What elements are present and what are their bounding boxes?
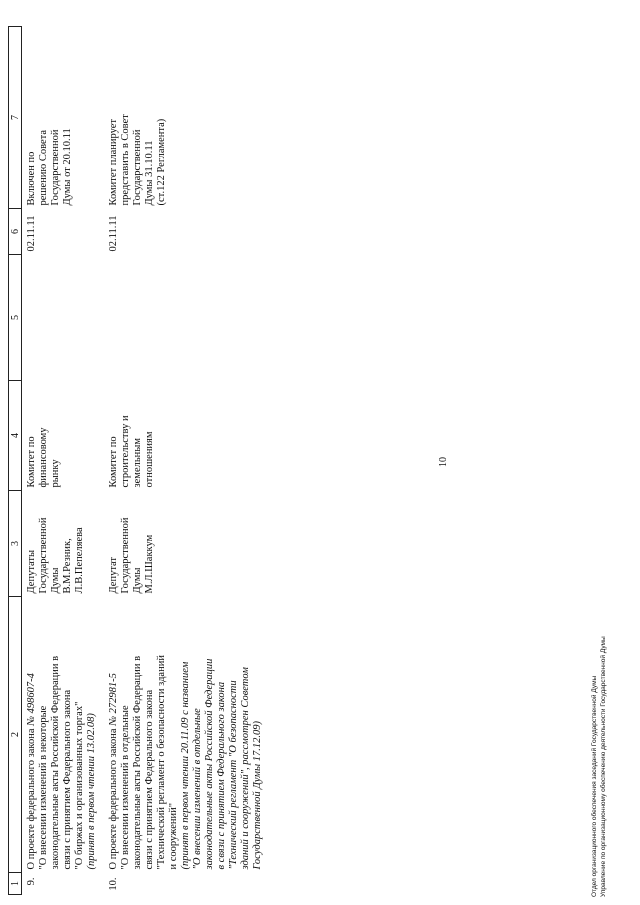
cell-line: Включен по [26, 151, 37, 206]
committee [22, 381, 105, 491]
date: 02.11.11 [108, 215, 119, 252]
cell-line: Депутат [108, 556, 119, 594]
cell-line: "О внесении изменений в некоторые [38, 705, 49, 870]
cell-line: "Технический регламент "О безопасности [228, 680, 239, 870]
cell-line: рынку [50, 459, 61, 488]
cell-line: решению Совета [38, 129, 49, 206]
cell-line: Комитет по [108, 436, 119, 488]
page-number: 10 [438, 457, 449, 467]
row-number: 9. [26, 877, 37, 886]
column-header: 3 [9, 491, 22, 597]
cell-line: Комитет планирует [108, 119, 119, 206]
cell-line: Государственной [132, 129, 143, 206]
cell-line: О проекте федерального закона № 498607-4 [26, 673, 37, 870]
cell-line: законодательные акты Российской Федерации в [50, 655, 61, 870]
cell-line: Государственной Думы 17.12.09) [252, 721, 263, 870]
cell-line: Государственной [38, 517, 49, 594]
legislation-table [8, 26, 270, 895]
row-number: 10. [108, 877, 119, 891]
table-row [104, 27, 270, 895]
cell-line: в связи с принятием Федерального закона [216, 681, 227, 870]
cell-line: (принят в первом чтении 20.11.09 с названием [180, 661, 191, 870]
column-5 [104, 255, 270, 381]
cell-line: "О биржах и организованных торгах" [74, 701, 85, 870]
cell-line: (ст.122 Регламента) [156, 118, 167, 206]
column-header: 6 [9, 209, 22, 255]
cell-line: Депутаты [26, 549, 37, 594]
note [104, 27, 270, 209]
footer [590, 636, 608, 897]
cell-line: отношениям [144, 431, 155, 488]
cell-line: М.Л.Шаккум [144, 534, 155, 594]
cell-line: законодательные акты Российской Федерации [204, 658, 215, 870]
cell-line: (принят в первом чтении 13.02.08) [86, 713, 97, 870]
column-5 [22, 255, 105, 381]
bill-title [22, 597, 105, 873]
cell-line: О проекте федерального закона № 272981-5 [108, 673, 119, 870]
committee [104, 381, 270, 491]
cell-line: законодательные акты Российской Федерации в [132, 655, 143, 870]
bill-number: № 272981-5 [108, 673, 119, 726]
bill-title [104, 597, 270, 873]
column-header: 5 [9, 255, 22, 381]
footer-line-administration: Управление по организационному обеспечению деятельности Государственной Думы [600, 636, 607, 897]
cell-line: связи с принятием Федерального закона [62, 689, 73, 870]
header-row [9, 27, 22, 895]
cell-line: Думы от 20.10.11 [62, 128, 73, 206]
column-header: 7 [9, 27, 22, 209]
column-header: 2 [9, 597, 22, 873]
cell-line: В.М.Резник, [62, 538, 73, 594]
column-header: 1 [9, 873, 22, 895]
date: 02.11.11 [26, 215, 37, 252]
cell-line: Думы 31.10.11 [144, 140, 155, 206]
cell-line: финансовому [38, 427, 49, 488]
cell-line: "О внесении изменений в отдельные [120, 705, 131, 870]
initiator [104, 491, 270, 597]
table-row [22, 27, 105, 895]
cell-line: Думы [50, 567, 61, 594]
table-body [22, 27, 271, 895]
note [22, 27, 105, 209]
cell-line: строительству и [120, 415, 131, 488]
cell-line: зданий и сооружений", рассмотрен Советом [240, 667, 251, 870]
column-header: 4 [9, 381, 22, 491]
cell-line: Государственной [50, 129, 61, 206]
cell-line: земельным [132, 438, 143, 488]
footer-line-department: Отдел организационного обеспечения заседаний Государственной Думы [591, 675, 598, 897]
cell-line: Государственной [120, 517, 131, 594]
bill-number: № 498607-4 [26, 673, 37, 726]
cell-line: "О внесении изменений в отдельные [192, 708, 203, 870]
cell-line: Л.В.Пепеляева [74, 527, 85, 594]
cell-line: представить в Совет [120, 114, 131, 206]
cell-line: и сооружений" [168, 802, 179, 870]
cell-line: связи с принятием Федерального закона [144, 689, 155, 870]
initiator [22, 491, 105, 597]
cell-line: "Технический регламент о безопасности зданий [156, 655, 167, 870]
cell-line: Думы [132, 567, 143, 594]
cell-line: Комитет по [26, 436, 37, 488]
